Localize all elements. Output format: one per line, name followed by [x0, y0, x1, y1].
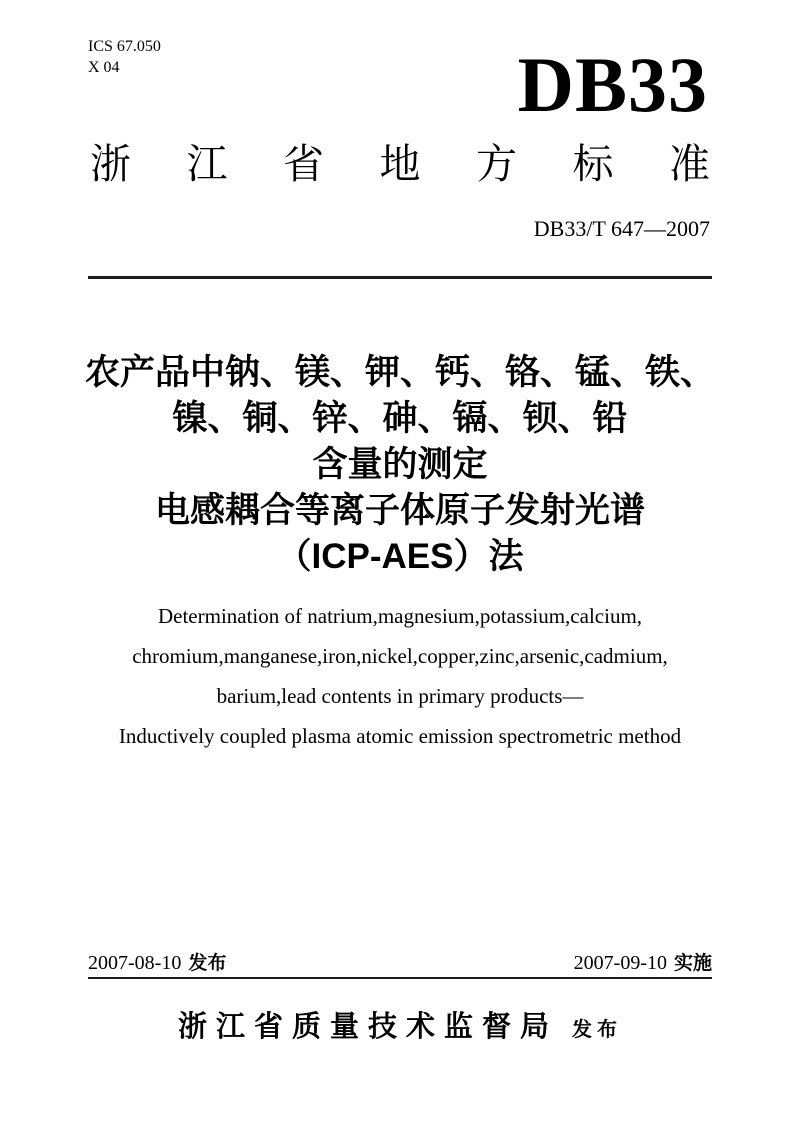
province-char: 准: [669, 141, 710, 187]
implement-date-label: 实施: [673, 953, 712, 974]
chinese-title-line: 农产品中钠、镁、钾、钙、铬、锰、铁、: [84, 353, 715, 392]
date-row: [88, 948, 712, 975]
english-title: [0, 596, 800, 756]
issue-date: 2007-08-10: [88, 952, 182, 974]
province-char: 江: [186, 141, 228, 187]
header-divider-rule: [88, 276, 712, 279]
province-char: 省: [283, 141, 324, 187]
ics-classification-block: [88, 36, 161, 78]
english-title-line: barium,lead contents in primary products—: [216, 684, 584, 708]
issue-date-group: [88, 948, 226, 975]
issue-date-label: 发布: [188, 953, 227, 974]
province-char: 方: [476, 141, 517, 187]
doc-class-code: X 04: [88, 59, 120, 76]
province-char: 标: [572, 141, 614, 187]
province-standard-heading: [90, 140, 710, 189]
ics-code: ICS 67.050: [88, 38, 161, 55]
implement-date-group: [574, 948, 712, 975]
english-title-line: Determination of natrium,magnesium,potassium,calcium,: [157, 604, 643, 628]
english-title-line: Inductively coupled plasma atomic emission spectrometric method: [118, 724, 682, 748]
chinese-title: [0, 350, 800, 580]
province-char: 地: [379, 141, 421, 187]
db33-logo: DB33: [517, 41, 708, 128]
province-char: 浙: [90, 141, 131, 187]
issuing-authority: 浙江省质量技术监督局: [177, 1011, 558, 1043]
chinese-title-line: （ICP-AES）法: [276, 537, 524, 576]
english-title-line: chromium,manganese,iron,nickel,copper,zinc,arsenic,cadmium,: [132, 644, 668, 668]
footer-divider-rule: [88, 977, 712, 979]
issuer-row: [0, 1004, 800, 1045]
implement-date: 2007-09-10: [573, 952, 667, 974]
chinese-title-line: 含量的测定: [312, 445, 488, 484]
standard-number: DB33/T 647—2007: [533, 216, 710, 241]
chinese-title-line: 镍、铜、锌、砷、镉、钡、铅: [172, 399, 628, 438]
issuing-authority-suffix: 发布: [572, 1019, 622, 1041]
chinese-title-line: 电感耦合等离子体原子发射光谱: [154, 491, 645, 530]
